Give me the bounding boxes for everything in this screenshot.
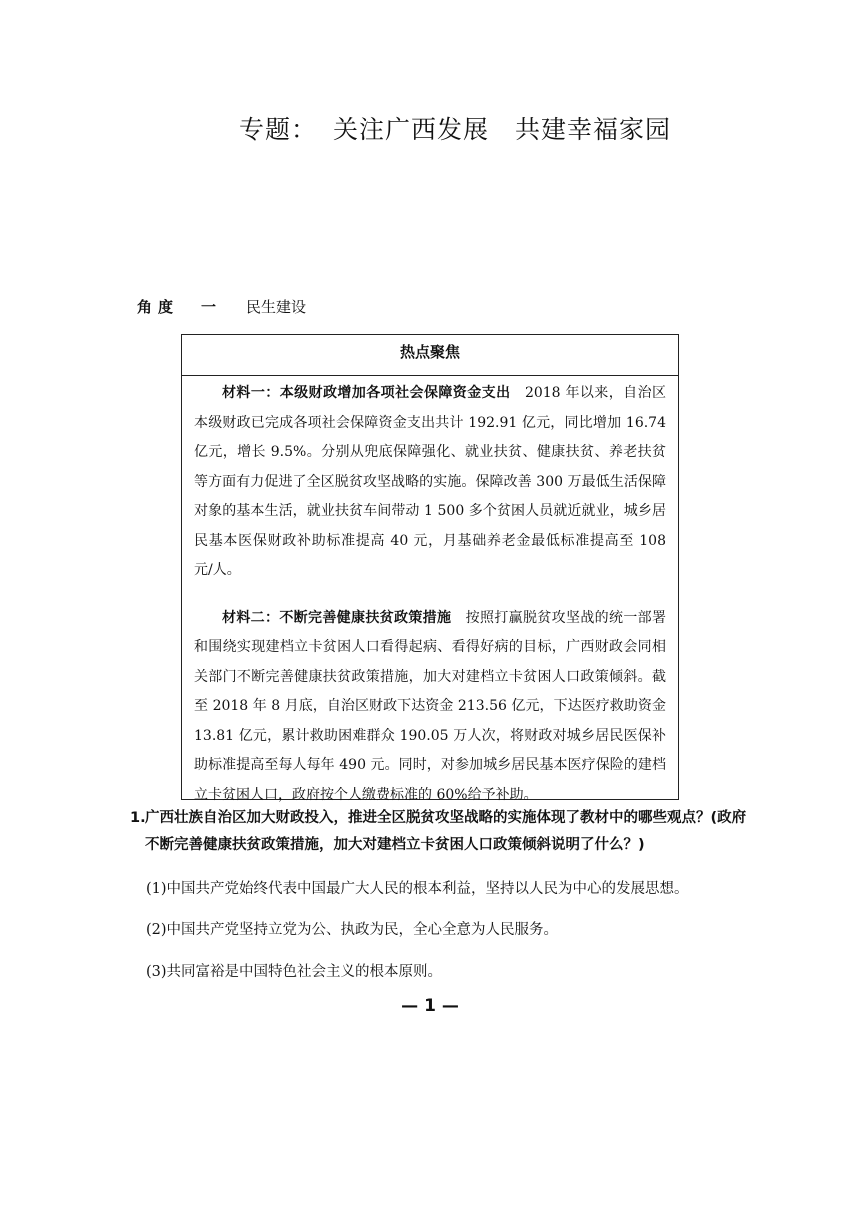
- question-number: 1.: [130, 810, 146, 826]
- section-heading: [137, 296, 306, 317]
- material-2-label: 材料二：不断完善健康扶贫政策措施: [222, 609, 452, 626]
- material-1: [182, 379, 678, 586]
- question-text: 广西壮族自治区加大财政投入，推进全区脱贫攻坚战略的实施体现了教材中的哪些观点？(政府不断完善健康扶贫政策措施，加大对建档立卡贫困人口政策倾斜说明了什么？): [145, 810, 747, 853]
- answer-1: (1)中国共产党始终代表中国最广大人民的根本利益，坚持以人民为中心的发展思想。: [146, 881, 689, 897]
- question-1: [130, 805, 750, 859]
- angle-label: 角度: [137, 298, 180, 316]
- material-1-text: 2018 年以来，自治区本级财政已完成各项社会保障资金支出共计 192.91 亿元，同比增加 16.74 亿元，增长 9.5%。分别从兜底保障强化、就业扶贫、健康扶贫、养老扶贫等方面有力促进了全区脱贫攻坚战略的实施。保障改善 300 万最低生活保障对象的基本生活，就业扶贫车间带动 1 500 多个贫困人员就近就业，城乡居民基本医保财政补助标准提高 40 元，月基础养老金最低标准提高至 108 元/人。: [194, 385, 666, 578]
- title-prefix: 专题：: [238, 115, 317, 144]
- hotspot-box: [181, 334, 679, 803]
- material-2: [182, 604, 678, 811]
- angle-number: 一: [201, 298, 217, 316]
- hotspot-heading: 热点聚焦: [182, 335, 678, 376]
- angle-topic: 民生建设: [246, 298, 307, 316]
- material-1-label: 材料一：本级财政增加各项社会保障资金支出: [222, 385, 511, 401]
- material-2-text: 按照打赢脱贫攻坚战的统一部署和围绕实现建档立卡贫困人口看得起病、看得好病的目标，广西财政会同相关部门不断完善健康扶贫政策措施，加大对建档立卡贫困人口政策倾斜。截至 2018 年 8 月底，自治区财政下达资金 213.56 亿元，下达医疗救助资金 13.81 亿元，累计救助困难群众 190.05 万人次，将财政对城乡居民医保补助标准提高至每人每年 490 元。同时，对参加城乡居民基本医疗保险的建档立卡贫困人口，政府按个人缴费标准的 60%给予补助。: [194, 609, 667, 803]
- answer-3: (3)共同富裕是中国特色社会主义的根本原则。: [146, 964, 443, 980]
- page-number: — 1 —: [401, 996, 459, 1016]
- title-main: 关注广西发展 共建幸福家园: [333, 115, 672, 144]
- document-title: [0, 110, 860, 146]
- answer-2: (2)中国共产党坚持立党为公、执政为民，全心全意为人民服务。: [146, 922, 559, 938]
